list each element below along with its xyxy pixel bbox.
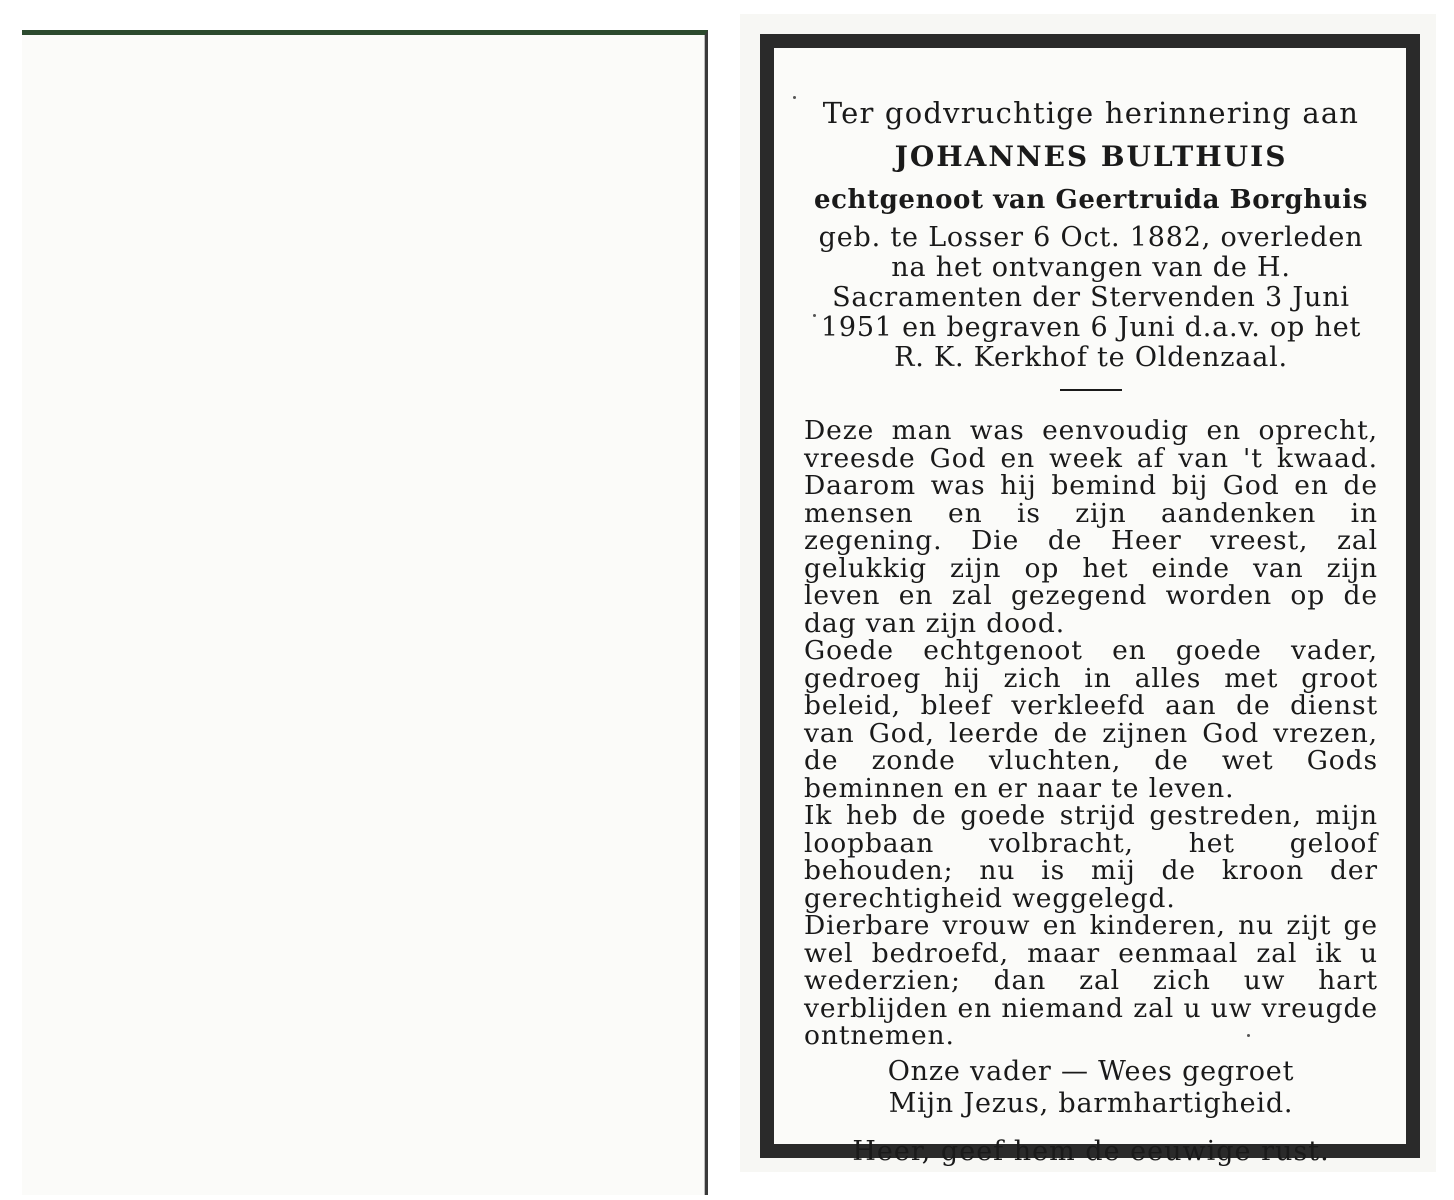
closing-line: Heer, geef hem de eeuwige rust. bbox=[852, 1135, 1330, 1167]
print-speck bbox=[793, 96, 796, 99]
prayer-line: Onze vader — Wees gegroet bbox=[887, 1055, 1295, 1087]
verse-paragraph: Ik heb de goede strijd gestreden, mijn loopbaan volbracht, het geloof behouden; nu is mij de kroon der gerechtigheid weggelegd. bbox=[804, 800, 1378, 914]
memorial-card bbox=[740, 14, 1436, 1172]
verse-paragraph: Dierbare vrouw en kinderen, nu zijt ge wel bedroefd, maar eenmaal zal ik u wederzien; dan zal zich uw hart verblijden en niemand zal u uw vreugde ontnemen. bbox=[804, 910, 1378, 1051]
spouse-line: echtgenoot van Geertruida Borghuis bbox=[813, 185, 1369, 215]
card-content bbox=[804, 76, 1378, 1167]
divider bbox=[1060, 389, 1122, 391]
blank-card-page bbox=[22, 30, 708, 1195]
deceased-name: JOHANNES BULTHUIS bbox=[894, 140, 1288, 173]
intro-line: Ter godvruchtige herinnering aan bbox=[822, 96, 1360, 130]
verse-paragraph: Goede echtgenoot en goede vader, gedroeg hij zich in alles met groot beleid, bleef verkleefd aan de dienst van God, leerde de zijnen God vrezen, de zonde vluchten, de wet Gods beminnen en er naar te leven. bbox=[804, 635, 1378, 804]
verse-paragraph: Deze man was eenvoudig en oprecht, vreesde God en week af van 't kwaad. Daarom was hij bemind bij God en de mensen en is zijn aandenken in zegening. Die de Heer vreest, zal gelukkig zijn op het einde van zijn leven en zal gezegend worden op de dag van zijn dood. bbox=[804, 415, 1378, 639]
prayer-line: Mijn Jezus, barmhartigheid. bbox=[888, 1087, 1294, 1119]
print-speck bbox=[1247, 1034, 1250, 1037]
biography: geb. te Losser 6 Oct. 1882, overleden na het ontvangen van de H. Sacramenten der Stervenden 3 Juni 1951 en begraven 6 Juni d.a.v. op het R. K. Kerkhof te Oldenzaal. bbox=[818, 222, 1364, 373]
print-speck bbox=[813, 314, 816, 317]
mourning-border bbox=[760, 34, 1420, 1167]
